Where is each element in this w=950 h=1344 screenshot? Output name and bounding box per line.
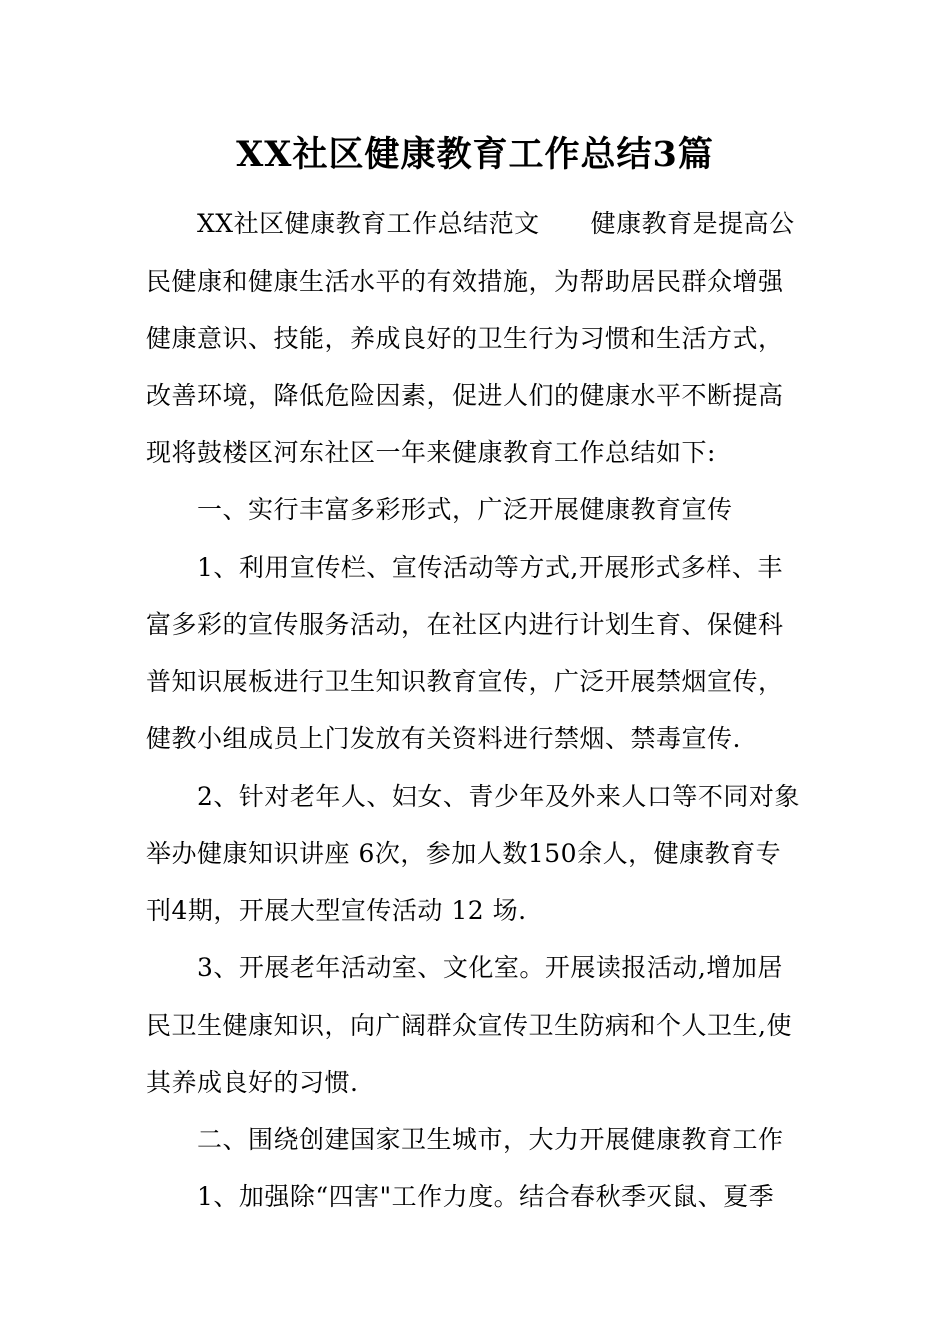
section-heading: 二、围绕创建国家卫生城市，大力开展健康教育工作: [197, 1125, 784, 1154]
paragraph-line: 其养成良好的习惯.: [146, 1068, 359, 1097]
section-heading: 一、实行丰富多彩形式，广泛开展健康教育宣传: [197, 495, 733, 524]
paragraph-line: 2、针对老年人、妇女、青少年及外来人口等不同对象: [197, 782, 800, 811]
paragraph-line: 健教小组成员上门发放有关资料进行禁烟、禁毒宣传.: [146, 724, 741, 753]
paragraph-line: 现将鼓楼区河东社区一年来健康教育工作总结如下:: [146, 438, 716, 467]
paragraph-line: 健康意识、技能，养成良好的卫生行为习惯和生活方式，: [146, 324, 784, 353]
paragraph-line: 3、开展老年活动室、文化室。开展读报活动,增加居: [197, 953, 783, 982]
paragraph-line: 富多彩的宣传服务活动，在社区内进行计划生育、保健科: [146, 610, 784, 639]
paragraph-line: 普知识展板进行卫生知识教育宣传，广泛开展禁烟宣传，: [146, 667, 784, 696]
paragraph-line: 民卫生健康知识，向广阔群众宣传卫生防病和个人卫生,使: [146, 1011, 792, 1040]
paragraph-line: 刊4期，开展大型宣传活动 12 场.: [146, 896, 527, 925]
document-title: XX社区健康教育工作总结3篇: [236, 134, 714, 175]
paragraph-line: 1、利用宣传栏、宣传活动等方式,开展形式多样、丰: [197, 553, 783, 582]
paragraph-line: XX社区健康教育工作总结范文 健康教育是提高公: [197, 209, 795, 238]
paragraph-line: 举办健康知识讲座 6次，参加人数150余人，健康教育专: [146, 839, 782, 868]
paragraph-line: 改善环境，降低危险因素，促进人们的健康水平不断提高: [146, 381, 784, 410]
paragraph-line: 民健康和健康生活水平的有效措施，为帮助居民群众增强: [146, 267, 784, 296]
paragraph-line: 1、加强除“四害"工作力度。结合春秋季灭鼠、夏季: [197, 1182, 775, 1211]
